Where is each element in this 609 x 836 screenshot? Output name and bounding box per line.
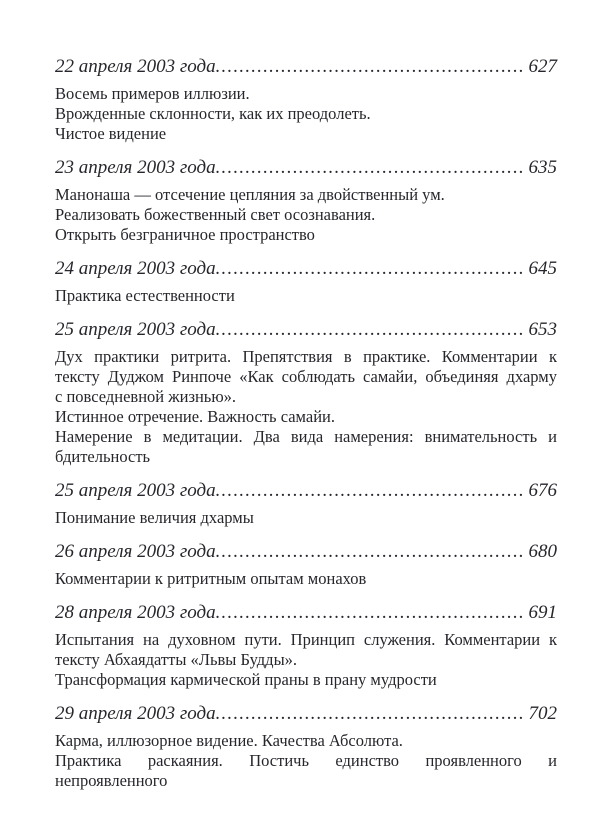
description-line: Манонаша — отсечение цепляния за двойственный ум. [55,185,445,204]
toc-entry-date: 24 апреля 2003 года [55,258,216,279]
description-line: непроявленного [55,771,168,790]
description-line: Комментарии к ритритным опытам монахов [55,569,367,588]
toc-heading-line [55,320,557,340]
toc-entry-page-number: 676 [528,480,557,501]
toc-entry [55,320,557,467]
toc-entry-description [55,630,557,670]
toc-entry-date: 25 апреля 2003 года [55,480,216,501]
toc-entry-description [55,185,557,205]
toc-heading-line [55,259,557,279]
dot-leader [216,603,524,623]
toc-entry-date: 25 апреля 2003 года [55,319,216,340]
dot-leader [216,542,524,562]
toc-entry-description [55,286,557,306]
description-line: Намерение в медитации. Два вида намерения: внимательность и [55,427,557,446]
toc-entry-description [55,731,557,751]
toc-entry [55,542,557,589]
toc-entry-description [55,84,557,104]
toc-entry [55,481,557,528]
description-line: Практика естественности [55,286,235,305]
toc-heading-line [55,481,557,501]
description-line: Чистое видение [55,124,167,143]
description-line: Трансформация кармической праны в прану мудрости [55,670,437,689]
description-line: Понимание величия дхармы [55,508,254,527]
toc-heading-line [55,158,557,178]
dot-leader [216,158,524,178]
toc-entry-date: 22 апреля 2003 года [55,56,216,77]
description-line: Открыть безграничное пространство [55,225,315,244]
toc-entry-description [55,670,557,690]
toc-heading-line [55,57,557,77]
dot-leader [216,259,524,279]
toc-entry-date: 26 апреля 2003 года [55,541,216,562]
toc-entry-description [55,225,557,245]
dot-leader [216,57,524,77]
description-line: Практика раскаяния. Постичь единство проявленного и [55,751,557,770]
toc-entry-date: 23 апреля 2003 года [55,157,216,178]
toc-heading-line [55,704,557,724]
toc-heading-line [55,542,557,562]
description-line: Дух практики ритрита. Препятствия в практике. Комментарии к [55,347,557,366]
toc-entry-date: 28 апреля 2003 года [55,602,216,623]
description-line: Восемь примеров иллюзии. [55,84,250,103]
description-line: Реализовать божественный свет осознавания. [55,205,376,224]
toc-entry-description [55,569,557,589]
toc-entry [55,704,557,791]
toc-entry-description [55,205,557,225]
toc-heading-line [55,603,557,623]
description-line: тексту Абхаядатты «Львы Будды». [55,650,298,669]
toc-entry-page-number: 680 [528,541,557,562]
toc-entry [55,158,557,245]
dot-leader [216,320,524,340]
description-line: тексту Дуджом Ринпоче «Как соблюдать самайи, объединяя дхарму [55,367,557,386]
toc-entry-date: 29 апреля 2003 года [55,703,216,724]
toc-entry-description [55,104,557,124]
description-line: с повседневной жизнью». [55,387,237,406]
description-line: Истинное отречение. Важность самайи. [55,407,335,426]
toc-entry-description [55,347,557,407]
toc-entry-page-number: 635 [528,157,557,178]
toc-entry-page-number: 691 [528,602,557,623]
toc-entry-description [55,508,557,528]
description-line: бдительность [55,447,151,466]
toc-entry-page-number: 653 [528,319,557,340]
toc-entry-page-number: 645 [528,258,557,279]
toc-entry-page-number: 627 [528,56,557,77]
description-line: Врожденные склонности, как их преодолеть. [55,104,371,123]
toc-entry [55,259,557,306]
dot-leader [216,481,524,501]
description-line: Испытания на духовном пути. Принцип служения. Комментарии к [55,630,557,649]
toc-entry-description [55,124,557,144]
dot-leader [216,704,524,724]
toc-entry-page-number: 702 [528,703,557,724]
toc-entry-description [55,407,557,427]
toc-entry [55,603,557,690]
toc-entry [55,57,557,144]
toc-entry-description [55,751,557,791]
toc-list [55,57,557,791]
toc-entry-description [55,427,557,467]
description-line: Карма, иллюзорное видение. Качества Абсолюта. [55,731,403,750]
